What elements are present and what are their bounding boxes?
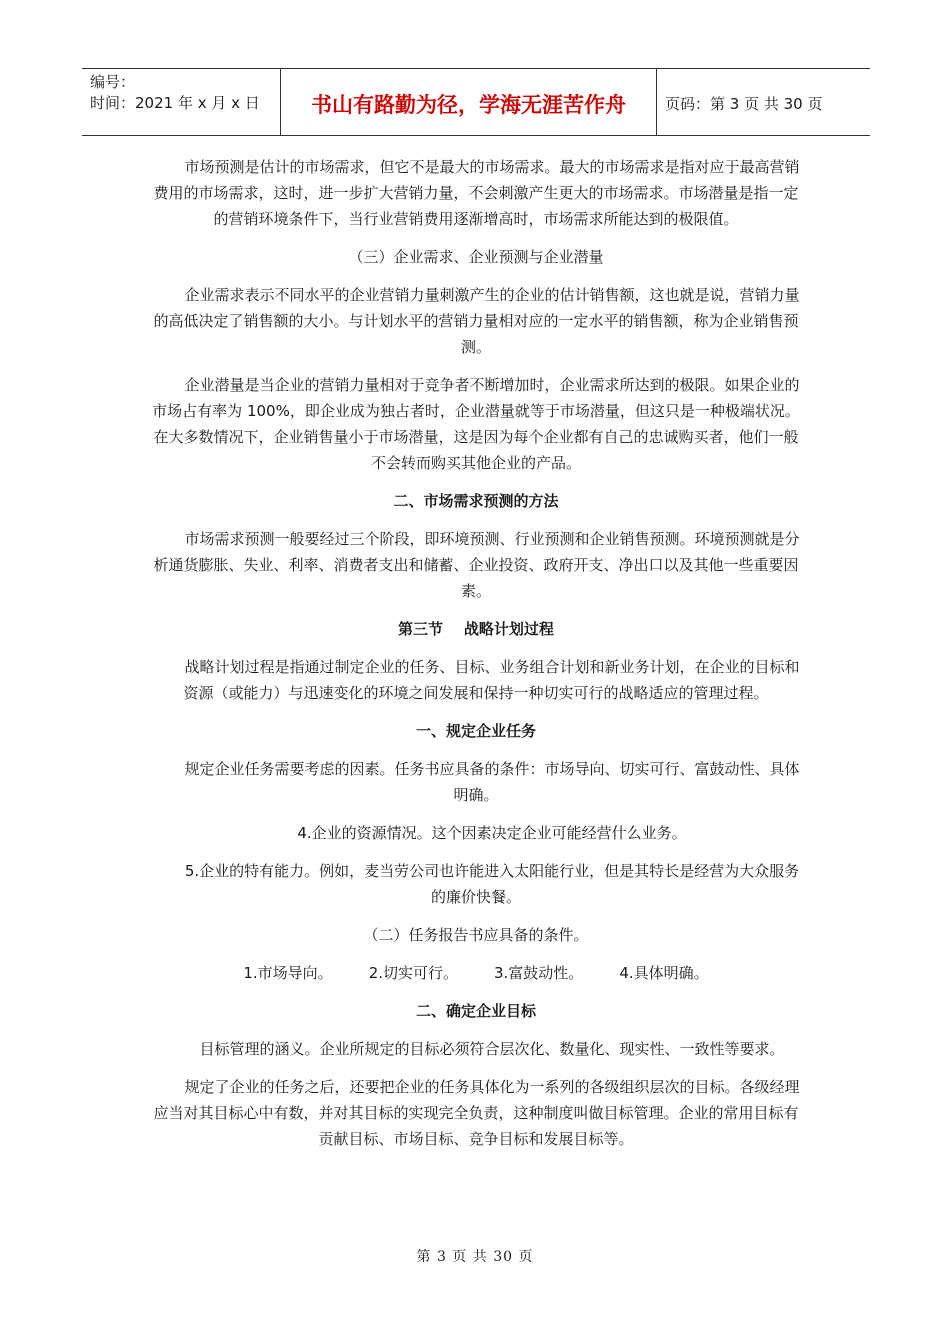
paragraph-capabilities: 5.企业的特有能力。例如，麦当劳公司也许能进入太阳能行业，但是其特长是经营为大众服务的廉价快餐。 xyxy=(184,862,800,906)
page-footer: 第 3 页 共 30 页 xyxy=(416,1249,534,1265)
condition-item: 4.具体明确。 xyxy=(619,964,709,982)
header-page-info: 页码：第 3 页 共 30 页 xyxy=(665,94,823,113)
paragraph-strategic-planning: 战略计划过程是指通过制定企业的任务、目标、业务组合计划和新业务计划，在企业的目标和资源（或能力）与迅速变化的环境之间发展和保持一种切实可行的战略适应的管理过程。 xyxy=(183,658,800,702)
condition-item: 3.富鼓动性。 xyxy=(494,964,584,982)
condition-item: 1.市场导向。 xyxy=(243,964,333,982)
paragraph-enterprise-potential: 企业潜量是当企业的营销力量相对于竞争者不断增加时，企业需求所达到的极限。如果企业的市场占有率为 100%，即企业成为独占者时，企业潜量就等于市场潜量，但这只是一种极端状况。在大多数情况下，企业销售量小于市场潜量，这是因为每个企业都有自己的忠诚购买者，他们一般不会转而购买其他企业的产品。 xyxy=(152,376,800,472)
subheading-task-conditions: （二）任务报告书应具备的条件。 xyxy=(363,926,589,944)
heading-forecast-method: 二、市场需求预测的方法 xyxy=(393,492,559,510)
heading-define-task: 一、规定企业任务 xyxy=(415,722,536,740)
heading-section-3: 第三节 战略计划过程 xyxy=(398,620,554,638)
paragraph-mbo-detail: 规定了企业的任务之后，还要把企业的任务具体化为一系列的各级组织层次的目标。各级经理应当对其目标心中有数，并对其目标的实现完全负责，这种制度叫做目标管理。企业的常用目标有贡献目标、市场目标、竞争目标和发展目标等。 xyxy=(153,1078,800,1148)
paragraph-task-factors: 规定企业任务需要考虑的因素。任务书应具备的条件：市场导向、切实可行、富鼓动性、具体明确。 xyxy=(184,760,800,804)
heading-define-goals: 二、确定企业目标 xyxy=(415,1002,536,1020)
conditions-list xyxy=(148,960,804,986)
document-body xyxy=(148,154,804,1164)
subheading-enterprise-demand: （三）企业需求、企业预测与企业潜量 xyxy=(348,248,604,266)
header-meta xyxy=(82,69,281,135)
paragraph-forecast-stages: 市场需求预测一般要经过三个阶段，即环境预测、行业预测和企业销售预测。环境预测就是分析通货膨胀、失业、利率、消费者支出和储蓄、企业投资、政府开支、净出口以及其他一些重要因素。 xyxy=(153,530,800,600)
paragraph-enterprise-demand: 企业需求表示不同水平的企业营销力量刺激产生的企业的估计销售额，这也就是说，营销力量的高低决定了销售额的大小。与计划水平的营销力量相对应的一定水平的销售额，称为企业销售预测。 xyxy=(153,286,800,356)
paragraph-market-forecast: 市场预测是估计的市场需求，但它不是最大的市场需求。最大的市场需求是指对应于最高营销费用的市场需求，这时，进一步扩大营销力量，不会刺激产生更大的市场需求。市场潜量是指一定的营销环境条件下，当行业营销费用逐渐增高时，市场需求所能达到的极限值。 xyxy=(153,158,800,228)
code-label: 编号： xyxy=(90,73,136,91)
page-header xyxy=(82,68,870,136)
paragraph-mbo-meaning: 目标管理的涵义。企业所规定的目标必须符合层次化、数量化、现实性、一致性等要求。 xyxy=(199,1040,785,1058)
paragraph-resources: 4.企业的资源情况。这个因素决定企业可能经营什么业务。 xyxy=(297,824,687,842)
header-motto: 书山有路勤为径，学海无涯苦作舟 xyxy=(281,69,657,135)
condition-item: 2.切实可行。 xyxy=(368,964,458,982)
date-label: 时间：2021 年 x 月 x 日 xyxy=(90,94,260,112)
